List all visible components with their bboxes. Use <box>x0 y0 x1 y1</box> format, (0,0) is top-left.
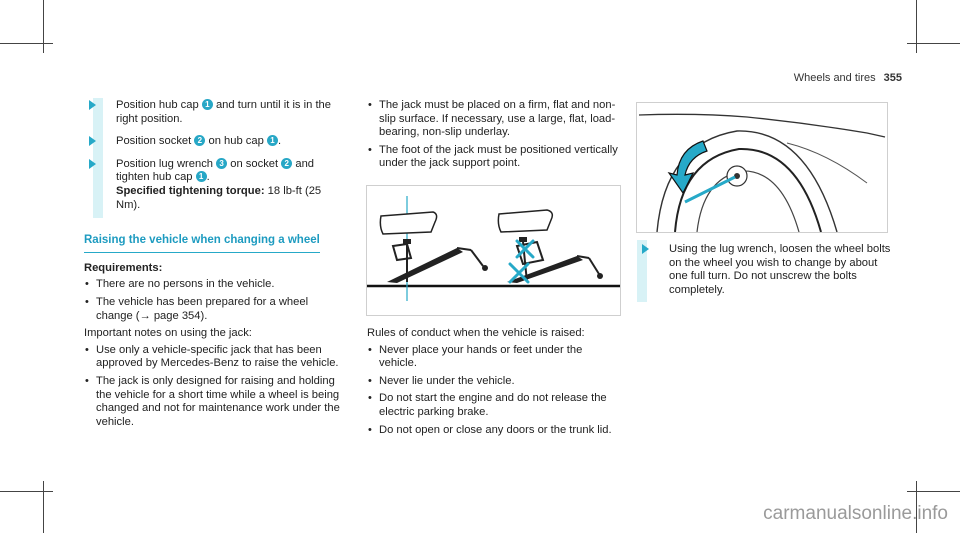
step-arrow-icon <box>89 100 96 110</box>
list-item: • The foot of the jack must be positioned vertically under the jack support point. <box>367 144 619 171</box>
notes-label: Important notes on using the jack: <box>84 327 252 340</box>
crop-mark <box>907 43 960 44</box>
section-name: Wheels and tires <box>793 72 876 84</box>
middle-column-lower <box>367 323 619 441</box>
callout-2-icon: 2 <box>194 135 205 146</box>
step-item: Position lug wrench 3 on socket 2 and tighten hub cap 1 . Specified tightening torque: 18 lb-ft (25 Nm). <box>84 158 346 212</box>
wheel-bolt-figure <box>636 102 888 233</box>
jack-placement-figure <box>366 185 621 316</box>
crop-mark <box>0 43 53 44</box>
callout-1-icon: 1 <box>267 135 278 146</box>
jack-illustration <box>367 186 620 315</box>
left-column <box>84 99 346 433</box>
middle-column <box>367 99 619 175</box>
section-title: Raising the vehicle when changing a wheel <box>84 234 320 247</box>
step-item: Position socket 2 on hub cap 1 . <box>84 135 346 149</box>
step-arrow-icon <box>89 159 96 169</box>
list-item: • Do not start the engine and do not release the electric parking brake. <box>367 392 619 419</box>
requirements-label: Requirements: <box>84 261 163 274</box>
step-item: Using the lug wrench, loosen the wheel bolts on the wheel you wish to change by about one full turn. Do not unscrew the bolts completely. <box>637 243 899 297</box>
list-item: • The jack must be placed on a firm, flat and non-slip surface. If necessary, use a large, flat, load-bearing, non-slip underlay. <box>367 99 619 140</box>
list-item: • There are no persons in the vehicle. <box>84 278 346 292</box>
list-item: • Use only a vehicle-specific jack that has been approved by Mercedes-Benz to raise the vehicle. <box>84 344 346 371</box>
callout-2-icon: 2 <box>281 158 292 169</box>
list-item: • Do not open or close any doors or the trunk lid. <box>367 424 619 438</box>
page-number: 355 <box>883 72 902 84</box>
step-item: Position hub cap 1 and turn until it is in the right position. <box>84 99 346 126</box>
wheel-illustration <box>637 103 887 232</box>
callout-3-icon: 3 <box>216 158 227 169</box>
crop-mark <box>43 0 44 53</box>
jack-rules-list <box>367 99 619 171</box>
crop-mark <box>0 491 53 492</box>
rules-list <box>367 344 619 438</box>
list-item: • The vehicle has been prepared for a wheel change (→ page 354). <box>84 296 346 323</box>
callout-1-icon: 1 <box>196 171 207 182</box>
requirements-list <box>84 278 346 323</box>
crop-mark <box>916 0 917 53</box>
torque-label: Specified tightening torque: <box>116 184 265 197</box>
running-header <box>794 72 902 84</box>
step-arrow-icon <box>642 244 649 254</box>
crop-mark <box>907 491 960 492</box>
torque-value: 18 lb-ft (25 Nm). <box>116 184 322 211</box>
watermark: carmanualsonline.info <box>763 503 948 524</box>
rules-label: Rules of conduct when the vehicle is raised: <box>367 327 585 339</box>
right-column <box>637 243 899 306</box>
list-item: • Never lie under the vehicle. <box>367 375 619 389</box>
list-item: • The jack is only designed for raising and holding the vehicle for a short time while a wheel is being changed and not for maintenance work under the vehicle. <box>84 375 346 429</box>
notes-list <box>84 344 346 430</box>
step-arrow-icon <box>89 136 96 146</box>
list-item: • Never place your hands or feet under the vehicle. <box>367 344 619 371</box>
callout-1-icon: 1 <box>202 99 213 110</box>
crop-mark <box>43 481 44 533</box>
section-rule <box>84 252 320 253</box>
